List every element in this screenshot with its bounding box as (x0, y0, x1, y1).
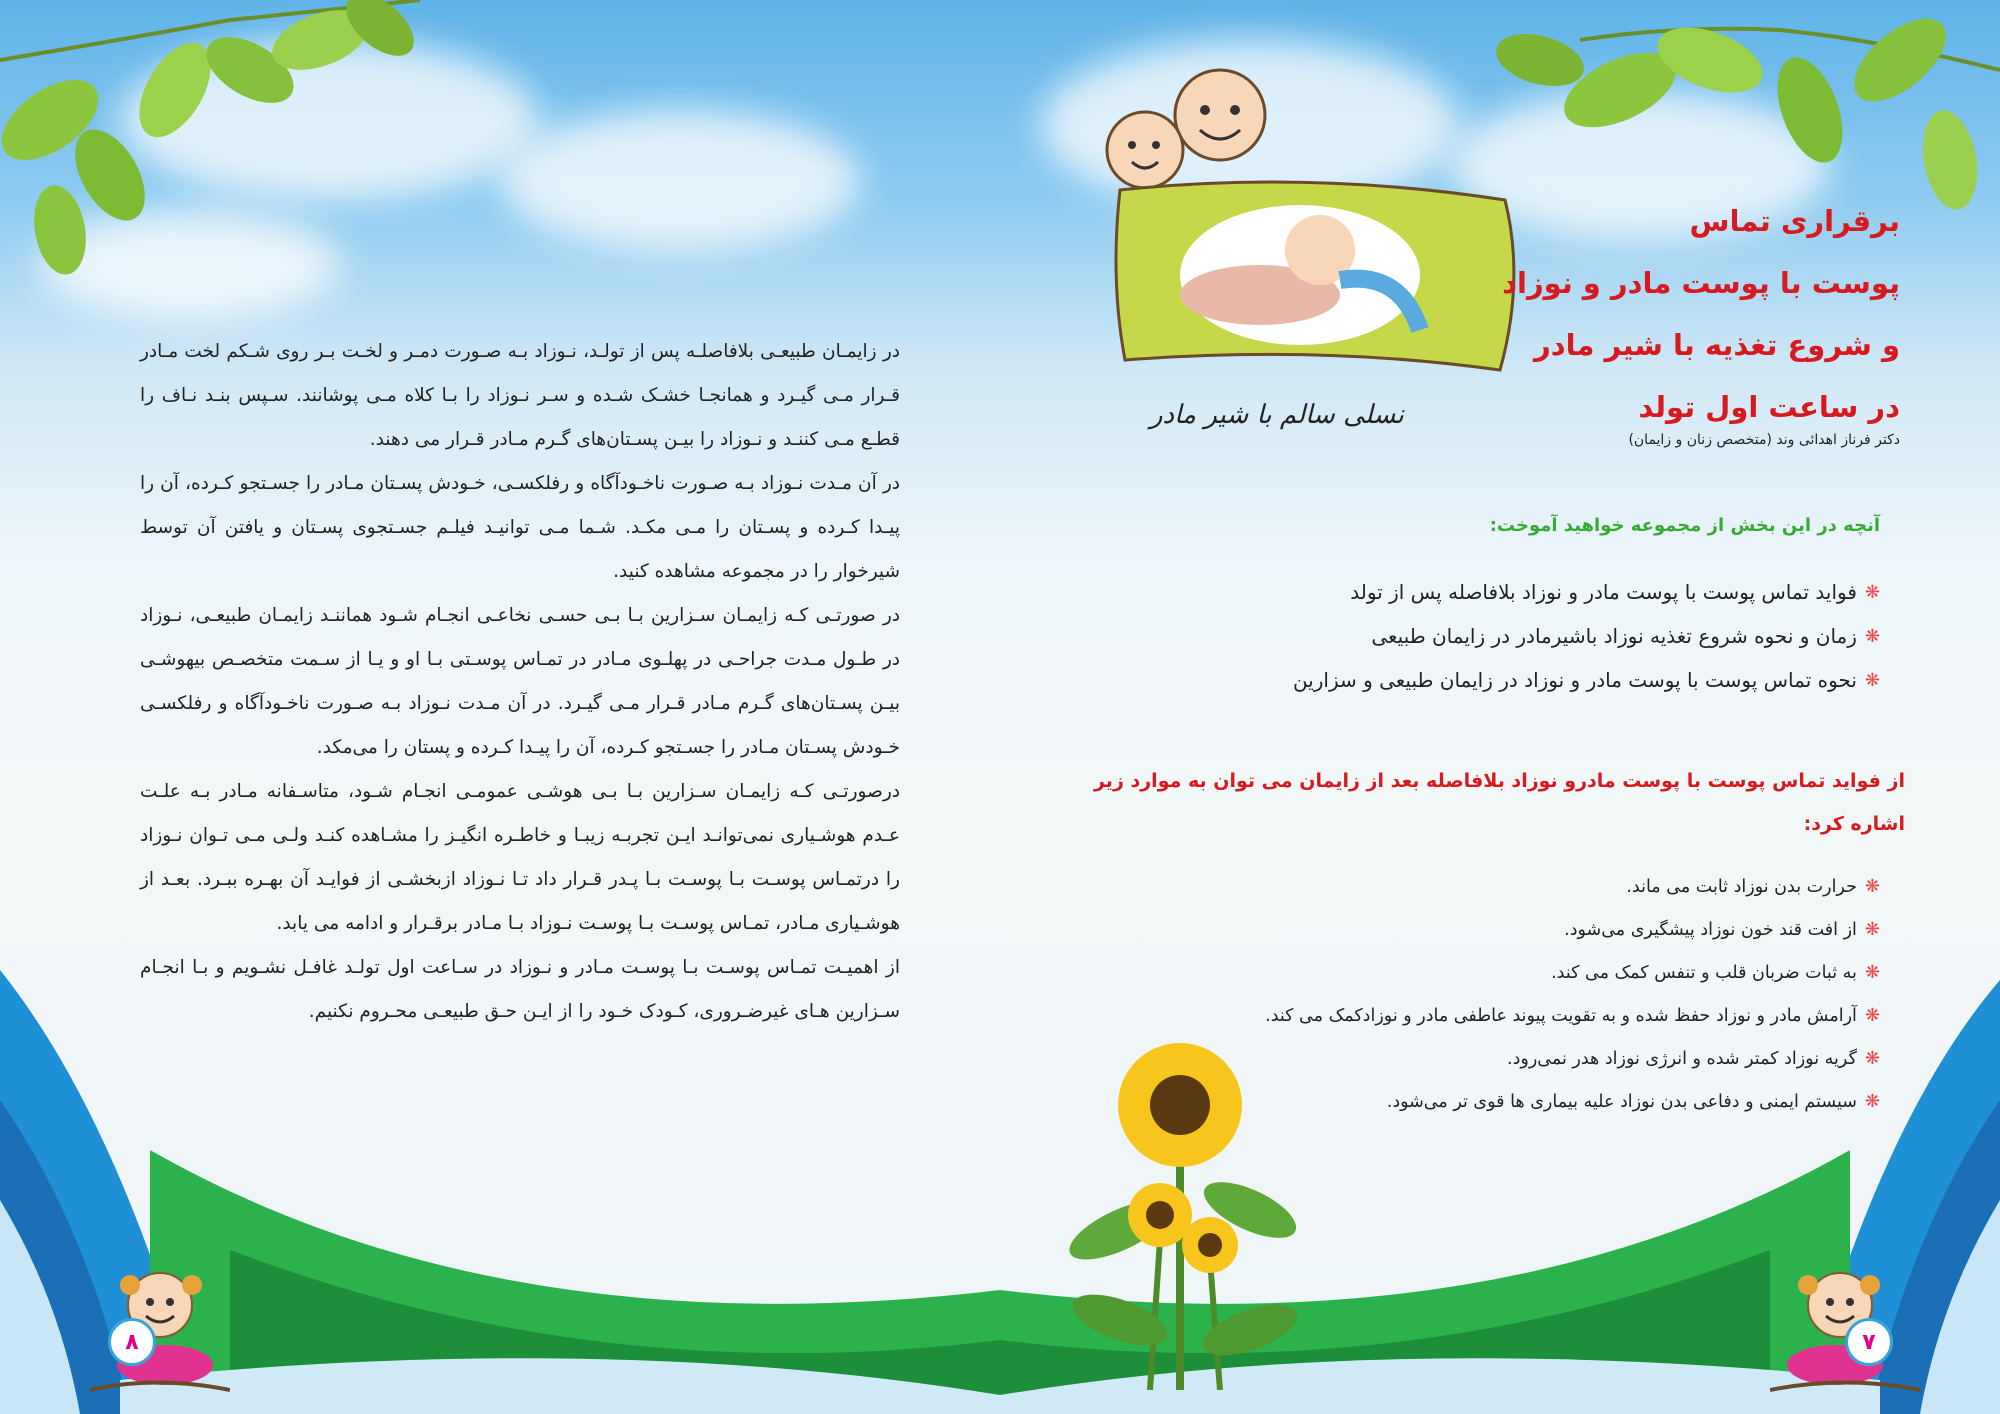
list-item (1100, 1037, 1880, 1080)
section-heading: آنچه در این بخش از مجموعه خواهید آموخت: (1489, 515, 1880, 536)
star-bullet-icon: ❋ (1864, 962, 1880, 983)
star-bullet-icon: ❋ (1864, 1091, 1880, 1112)
star-bullet-icon: ❋ (1864, 919, 1880, 940)
baby-girl-icon (1770, 1250, 1920, 1400)
list-item (1100, 1080, 1880, 1123)
learn-list (1100, 570, 1880, 702)
list-item (1100, 951, 1880, 994)
list-item-text: از افت قند خون نوزاد پیشگیری می‌شود. (1564, 919, 1857, 940)
title-line: برقراری تماس (1689, 204, 1900, 238)
list-item-text: زمان و نحوه شروع تغذیه نوزاد باشیرمادر در زایمان طبیعی (1371, 624, 1857, 648)
list-item-text: حرارت بدن نوزاد ثابت می ماند. (1626, 876, 1857, 897)
title-line: و شروع تغذیه با شیر مادر (1534, 328, 1900, 362)
list-item-text: به ثبات ضربان قلب و تنفس کمک می کند. (1551, 962, 1857, 983)
paragraph: در صورتـی کـه زایمـان سـزارین بـا بـی حسـی نخاعـی انجـام شـود هماننـد زایمـان طبیعـی، نـوزاد در طـول مـدت جراحـی در پهلـوی مـادر در تمـاس پوسـتی بـا او و یـا از سـمت متخصـص بیهوشـی بیـن پسـتان‌های گـرم مـادر قـرار مـی گیـرد. در آن مـدت نـوزاد بـه صـورت ناخـودآگاه و رفلکسـی خـودش پسـتان مـادر را جسـتجو کـرده، آن را پیـدا کـرده و پستان را می‌مکد. (140, 605, 900, 758)
page-number: ۸ (108, 1318, 156, 1366)
author: دکتر فرناز اهدائی وند (متخصص زنان و زایمان) (1628, 432, 1900, 448)
list-item-text: نحوه تماس پوست با پوست مادر و نوزاد در زایمان طبیعی و سزارین (1292, 668, 1857, 692)
list-item (1100, 614, 1880, 658)
star-bullet-icon: ❋ (1864, 876, 1880, 897)
title-line: در ساعت اول تولد (1638, 390, 1900, 424)
right-page (1000, 0, 2000, 1414)
list-item-text: سیستم ایمنی و دفاعی بدن نوزاد علیه بیماری ها قوی تر می‌شود. (1386, 1091, 1857, 1112)
paragraph: در زایمـان طبیعـی بلافاصلـه پس از تولـد، نـوزاد بـه صـورت دمـر و لخـت بـر روی شـکم لخت مـادر قـرار مـی گیـرد و همانجـا خشـک شـده و سـر نـوزاد را بـا کلاه مـی پوشانند. سـپس بنـد نـاف را قطـع مـی کننـد و نـوزاد را بیـن پسـتان‌های گـرم مـادر قـرار می دهند. (140, 341, 900, 450)
paragraph: درصورتـی کـه زایمـان سـزارین بـا بـی هوشـی عمومـی انجـام شـود، متاسـفانه مـادر بـه علـت عـدم هوشـیاری نمی‌توانـد ایـن تجربـه زیبـا و خاطـره انگیـز را مشـاهده کنـد ولـی مـی تـوان نـوزاد را درتمـاس پوسـت بـا پوسـت بـا پـدر قـرار داد تـا نـوزاد ازبخشـی از فوایـد آن بهـره ببـرد. بعـد از هوشـیاری مـادر، تمـاس پوسـت بـا پوسـت نـوزاد بـا مـادر برقـرار و ادامه می یابد. (140, 781, 900, 934)
benefits-heading: از فواید تماس پوست با پوست مادرو نوزاد بلافاصله بعد از زایمان می توان به موارد زیر اشاره کرد: (1093, 770, 1905, 835)
star-bullet-icon: ❋ (1864, 581, 1880, 603)
list-item (1100, 658, 1880, 702)
list-item (1100, 570, 1880, 614)
page-title (1430, 190, 1900, 438)
baby-girl-icon (80, 1250, 230, 1400)
list-item-text: آرامش مادر و نوزاد حفظ شده و به تقویت پیوند عاطفی مادر و نوزادکمک می کند. (1265, 1005, 1857, 1026)
list-item (1100, 994, 1880, 1037)
star-bullet-icon: ❋ (1864, 1005, 1880, 1026)
star-bullet-icon: ❋ (1864, 669, 1880, 691)
page-number: ۷ (1845, 1318, 1893, 1366)
title-line: پوست با پوست مادر و نوزاد (1502, 266, 1900, 300)
body-text (140, 330, 900, 1034)
star-bullet-icon: ❋ (1864, 625, 1880, 647)
list-item-text: فواید تماس پوست با پوست مادر و نوزاد بلافاصله پس از تولد (1350, 580, 1857, 604)
list-item (1100, 908, 1880, 951)
paragraph: در آن مـدت نـوزاد بـه صـورت ناخـودآگاه و رفلکسـی، خـودش پسـتان مـادر را جسـتجو کـرده، آن را پیـدا کـرده و پسـتان را مـی مکـد. شـما مـی توانیـد فیلـم جسـتجوی پسـتان و یافتن آن توسط شیرخوار را در مجموعه مشاهده کنید. (140, 473, 900, 582)
logo-caption: نسلی سالم با شیر مادر (1150, 400, 1404, 430)
list-item-text: گریه نوزاد کمتر شده و انرژی نوزاد هدر نمی‌رود. (1507, 1048, 1857, 1069)
star-bullet-icon: ❋ (1864, 1048, 1880, 1069)
list-item (1100, 865, 1880, 908)
benefits-list (1100, 865, 1880, 1123)
paragraph: از اهمیـت تمـاس پوسـت بـا پوسـت مـادر و نـوزاد در سـاعت اول تولـد غافـل نشـویم و بـا انجـام سـزارین هـای غیرضـروری، کـودک خـود را از ایـن حـق طبیعـی محـروم نکنیم. (140, 957, 900, 1022)
